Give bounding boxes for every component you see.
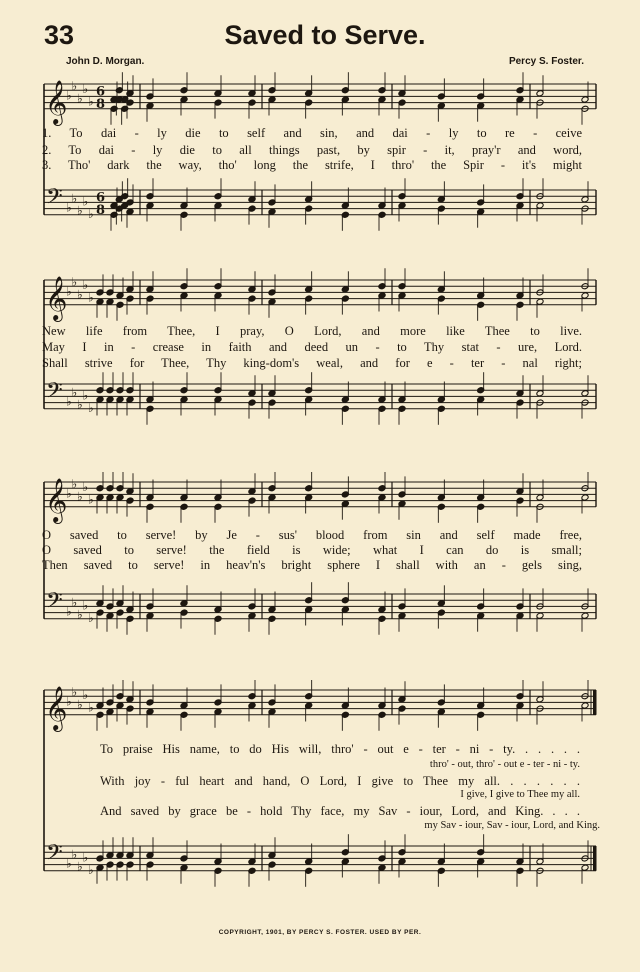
time-signature: 6: [96, 190, 106, 206]
lyric-line: 1. To dai - ly die to self and sin, and dai - ly to re - ceive: [42, 126, 582, 140]
bass-clef: 𝄢: [46, 840, 63, 871]
flat-sign: ♭: [77, 697, 83, 712]
flat-sign: ♭: [77, 91, 83, 106]
treble-clef: 𝄞: [45, 477, 68, 522]
flat-sign: ♭: [77, 607, 83, 622]
lyric-echo-line: thro' - out, thro' - out e - ter - ni - ty.: [429, 759, 580, 770]
lyric-line: To praise His name, to do His will, thro' - out e - ter - ni - ty. . . . . .: [100, 742, 580, 756]
lyric-line: 3. Tho' dark the way, tho' long the strife, I thro' the Spir - it's might: [42, 158, 582, 172]
treble-clef: 𝄞: [45, 685, 68, 730]
flat-sign: ♭: [71, 847, 78, 862]
flat-sign: ♭: [66, 284, 72, 299]
flat-sign: ♭: [82, 688, 89, 703]
music-system-4: [0, 680, 640, 900]
flat-sign: ♭: [88, 610, 94, 625]
flat-sign: ♭: [88, 492, 94, 507]
flat-sign: ♭: [66, 694, 72, 709]
flat-sign: ♭: [88, 700, 94, 715]
flat-sign: ♭: [88, 862, 94, 877]
bass-clef: 𝄢: [46, 588, 63, 619]
copyright-notice: COPYRIGHT, 1901, BY PERCY S. FOSTER. USED BY PER.: [218, 929, 422, 936]
lyric-line: O saved to serve! by Je - sus' blood from sin and self made free,: [42, 528, 582, 542]
flat-sign: ♭: [77, 287, 83, 302]
music-credit: Percy S. Foster.: [508, 56, 584, 67]
flat-sign: ♭: [71, 685, 78, 700]
music-system-2: [0, 268, 640, 448]
flat-sign: ♭: [66, 88, 72, 103]
time-signature: 8: [96, 96, 106, 112]
flat-sign: ♭: [71, 191, 78, 206]
bass-clef: 𝄢: [46, 378, 63, 409]
final-barline: [593, 846, 597, 871]
flat-sign: ♭: [77, 203, 83, 218]
flat-sign: ♭: [82, 598, 89, 613]
flat-sign: ♭: [82, 278, 89, 293]
lyric-line: And saved by grace be - hold Thy face, my Sav - iour, Lord, and King. . . .: [100, 804, 580, 818]
hymn-title: Saved to Serve.: [224, 20, 426, 50]
treble-clef: 𝄞: [45, 79, 68, 124]
flat-sign: ♭: [71, 275, 78, 290]
final-barline: [593, 690, 597, 715]
flat-sign: ♭: [82, 388, 89, 403]
flat-sign: ♭: [82, 194, 89, 209]
flat-sign: ♭: [66, 394, 72, 409]
flat-sign: ♭: [77, 397, 83, 412]
flat-sign: ♭: [71, 477, 78, 492]
time-signature: 6: [96, 84, 106, 100]
flat-sign: ♭: [66, 486, 72, 501]
flat-sign: ♭: [66, 200, 72, 215]
lyric-echo-line: I give, I give to Thee my all.: [460, 789, 580, 800]
lyric-line: 2. To dai - ly die to all things past, by spir - it, pray'r and word,: [42, 143, 582, 157]
words-credit: John D. Morgan.: [66, 56, 145, 67]
bass-clef: 𝄢: [46, 184, 63, 215]
flat-sign: ♭: [88, 290, 94, 305]
music-system-3: [0, 472, 640, 652]
lyric-line: With joy - ful heart and hand, O Lord, I give to Thee my all. . . . . . .: [100, 774, 580, 788]
lyric-line: Shall strive for Thee, Thy king-dom's weal, and for e - ter - nal right;: [42, 356, 582, 370]
lyric-line: O saved to serve! the field is wide; what I can do is small;: [42, 543, 582, 557]
flat-sign: ♭: [66, 604, 72, 619]
flat-sign: ♭: [71, 385, 78, 400]
flat-sign: ♭: [77, 859, 83, 874]
flat-sign: ♭: [82, 480, 89, 495]
flat-sign: ♭: [71, 595, 78, 610]
lyric-echo-line: my Sav - iour, Sav - iour, Lord, and King.: [424, 820, 600, 831]
flat-sign: ♭: [88, 206, 94, 221]
hymn-number: 33: [44, 20, 75, 50]
treble-clef: 𝄞: [45, 275, 68, 320]
flat-sign: ♭: [71, 79, 78, 94]
lyric-line: May I in - crease in faith and deed un - to Thy stat - ure, Lord.: [42, 340, 582, 354]
flat-sign: ♭: [77, 489, 83, 504]
time-signature: 8: [96, 202, 106, 218]
flat-sign: ♭: [82, 82, 89, 97]
flat-sign: ♭: [82, 850, 89, 865]
flat-sign: ♭: [66, 856, 72, 871]
music-system-1: [0, 72, 640, 252]
lyric-line: Then saved to serve! in heav'n's bright sphere I shall with an - gels sing,: [42, 558, 582, 572]
lyric-line: New life from Thee, I pray, O Lord, and more like Thee to live.: [42, 324, 582, 338]
flat-sign: ♭: [88, 400, 94, 415]
flat-sign: ♭: [88, 94, 94, 109]
